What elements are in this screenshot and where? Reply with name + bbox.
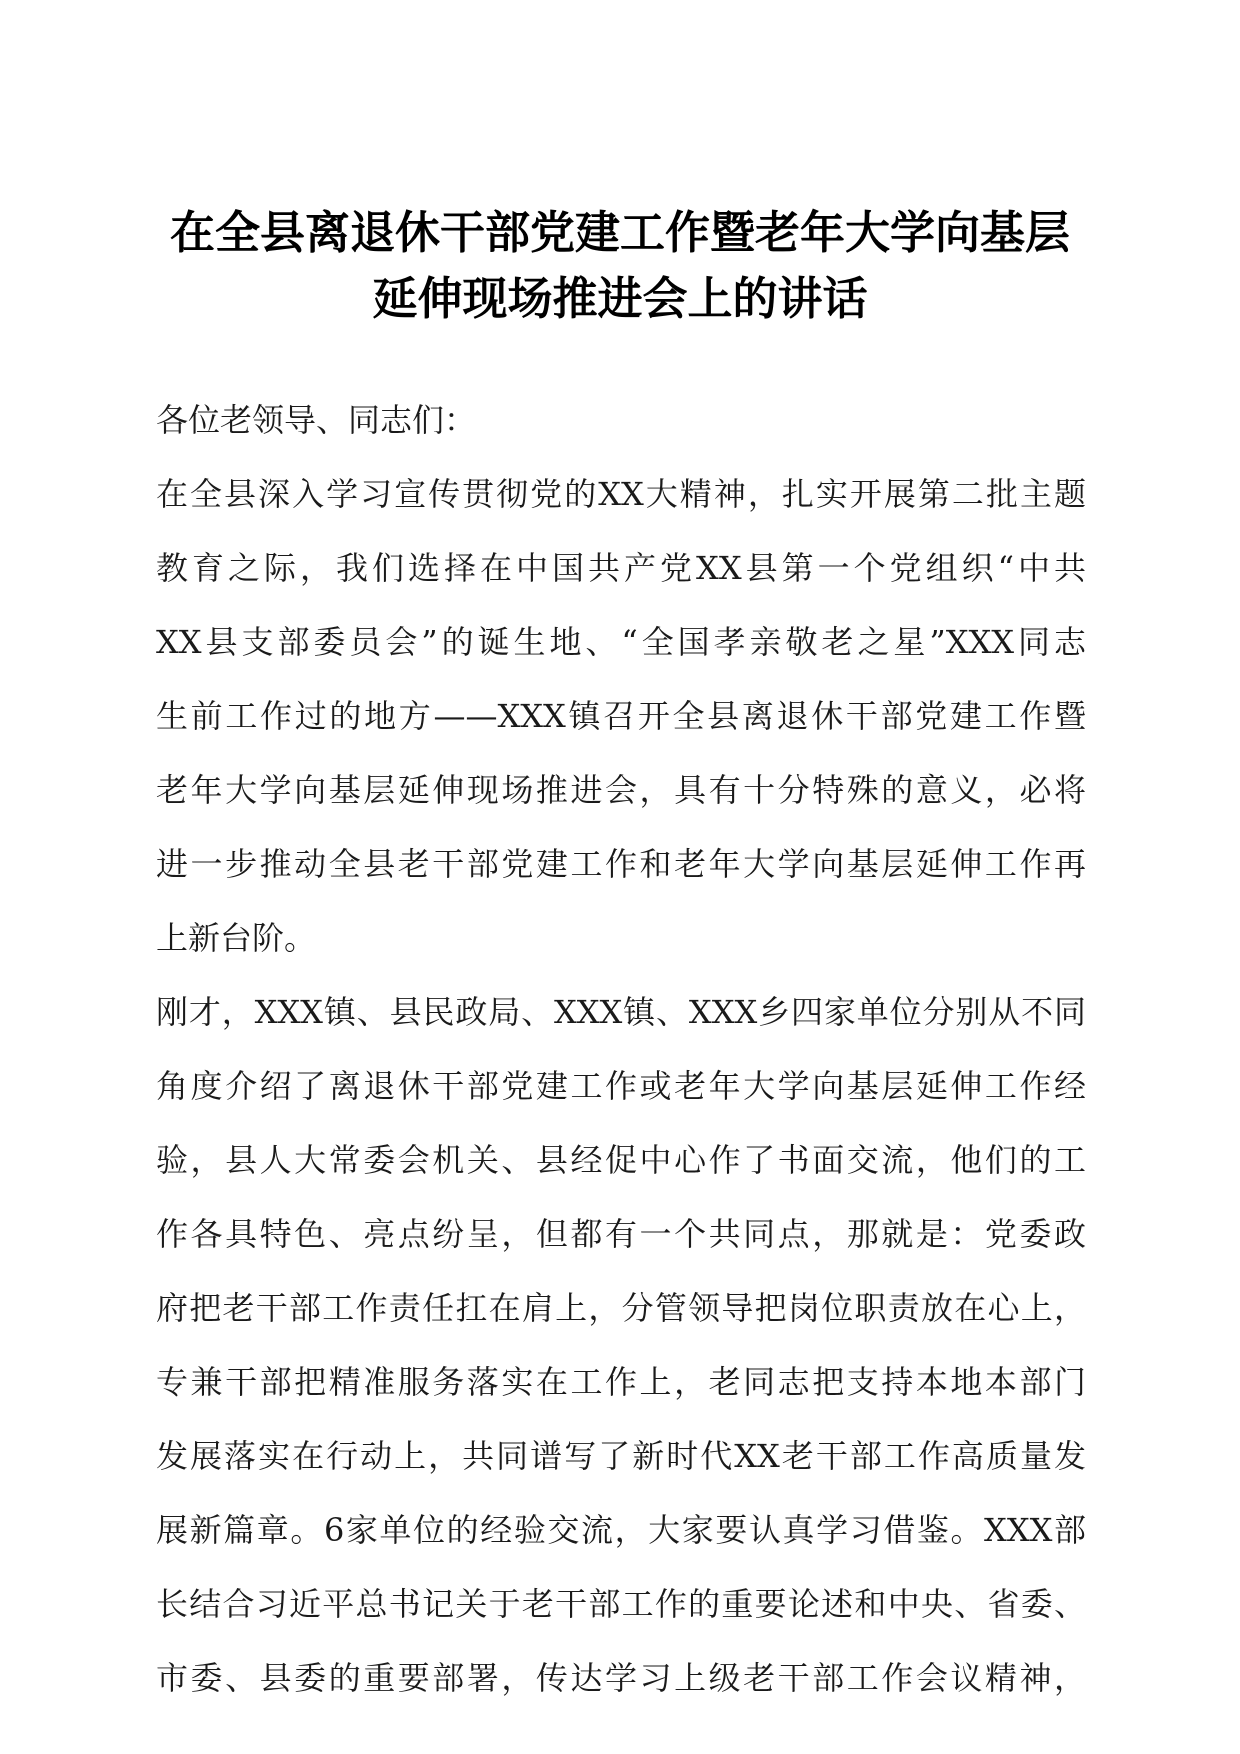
paragraph-line: 教育之际，我们选择在中国共产党XX县第一个党组织“中共 (156, 549, 1086, 587)
paragraph-line: 在全县深入学习宣传贯彻党的XX大精神，扎实开展第二批主题 (156, 475, 1086, 513)
paragraph-line: XX县支部委员会”的诞生地、“全国孝亲敬老之星”XXX同志 (156, 623, 1086, 661)
paragraph-1 (156, 457, 1086, 975)
paragraph-line: 展新篇章。6家单位的经验交流，大家要认真学习借鉴。XXX部 (156, 1511, 1086, 1549)
paragraph-2 (156, 975, 1086, 1715)
paragraph-line: 生前工作过的地方——XXX镇召开全县离退休干部党建工作暨 (156, 697, 1086, 735)
title-line-2: 延伸现场推进会上的讲话 (372, 272, 868, 325)
paragraph-line: 老年大学向基层延伸现场推进会，具有十分特殊的意义，必将 (156, 771, 1086, 809)
document-body (156, 383, 1086, 1715)
paragraph-line: 长结合习近平总书记关于老干部工作的重要论述和中央、省委、 (156, 1585, 1086, 1623)
paragraph-line: 角度介绍了离退休干部党建工作或老年大学向基层延伸工作经 (156, 1067, 1086, 1105)
salutation: 各位老领导、同志们： (156, 401, 477, 439)
paragraph-line: 发展落实在行动上，共同谱写了新时代XX老干部工作高质量发 (156, 1437, 1086, 1475)
paragraph-line: 府把老干部工作责任扛在肩上，分管领导把岗位职责放在心上， (156, 1289, 1086, 1327)
paragraph-line: 上新台阶。 (156, 919, 317, 957)
paragraph-line: 市委、县委的重要部署，传达学习上级老干部工作会议精神， (156, 1659, 1086, 1697)
paragraph-line: 作各具特色、亮点纷呈，但都有一个共同点，那就是：党委政 (156, 1215, 1086, 1253)
paragraph-line: 刚才，XXX镇、县民政局、XXX镇、XXX乡四家单位分别从不同 (156, 993, 1086, 1031)
document-title (140, 200, 1100, 332)
title-line-1: 在全县离退休干部党建工作暨老年大学向基层 (169, 206, 1070, 259)
paragraph-line: 验，县人大常委会机关、县经促中心作了书面交流，他们的工 (156, 1141, 1086, 1179)
paragraph-line: 进一步推动全县老干部党建工作和老年大学向基层延伸工作再 (156, 845, 1086, 883)
paragraph-line: 专兼干部把精准服务落实在工作上，老同志把支持本地本部门 (156, 1363, 1086, 1401)
